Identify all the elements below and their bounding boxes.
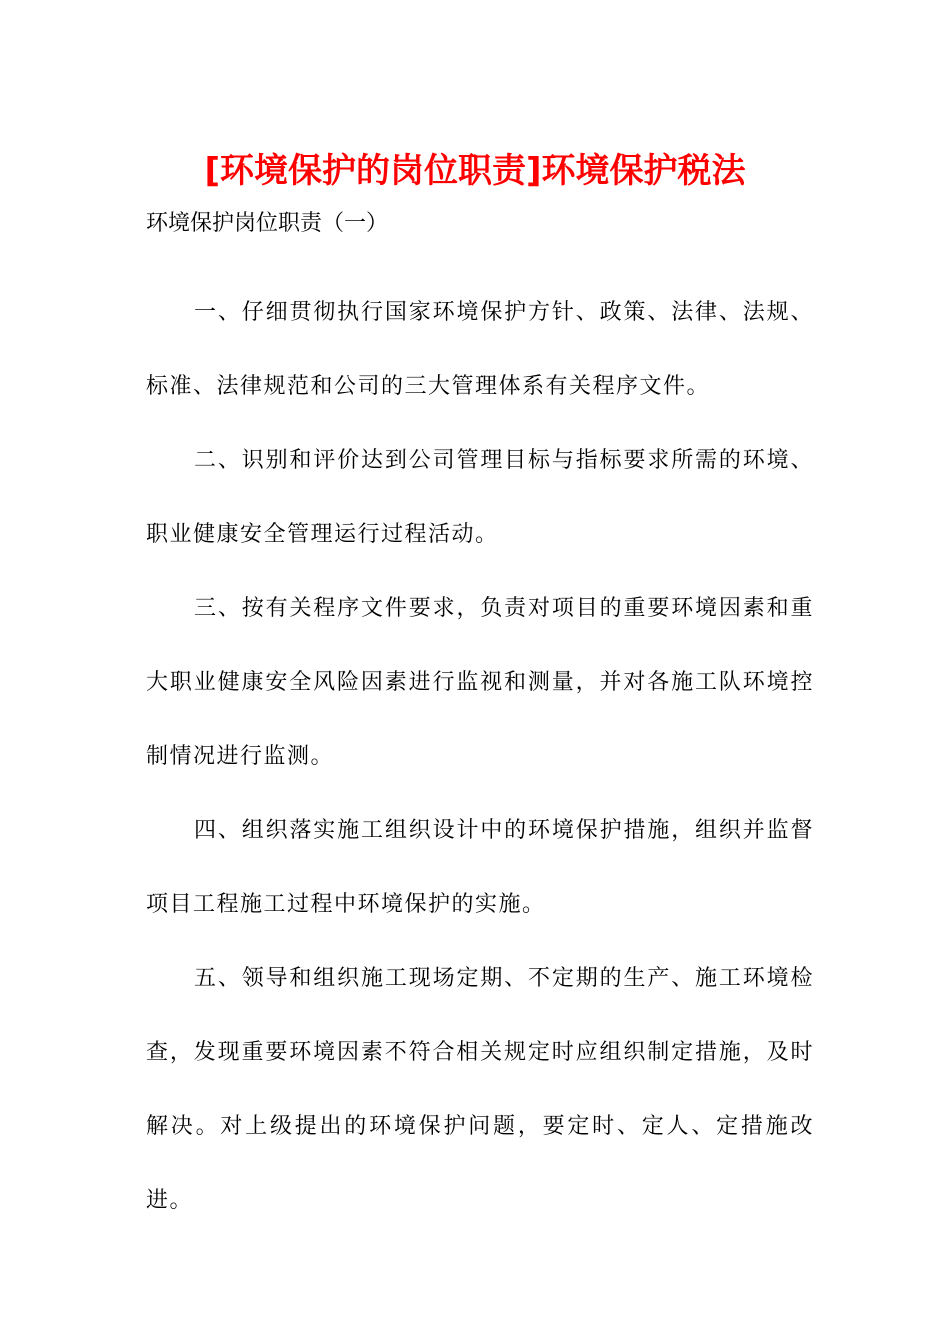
paragraph-5: 五、领导和组织施工现场定期、不定期的生产、施工环境检查，发现重要环境因素不符合相关规定时应组织制定措施，及时解决。对上级提出的环境保护问题，要定时、定人、定措施改进。: [146, 966, 814, 1213]
paragraph-1: 一、仔细贯彻执行国家环境保护方针、政策、法律、法规、标准、法律规范和公司的三大管理体系有关程序文件。: [146, 300, 814, 399]
paragraph-2: 二、识别和评价达到公司管理目标与指标要求所需的环境、职业健康安全管理运行过程活动。: [146, 448, 814, 547]
paragraph-4: 四、组织落实施工组织设计中的环境保护措施，组织并监督项目工程施工过程中环境保护的实施。: [146, 818, 814, 917]
document-title: [环境保护的岗位职责]环境保护税法: [204, 151, 746, 191]
document-body: [146, 276, 814, 1238]
paragraph-3: 三、按有关程序文件要求，负责对项目的重要环境因素和重大职业健康安全风险因素进行监视和测量，并对各施工队环境控制情况进行监测。: [146, 596, 814, 769]
section-heading: 环境保护岗位职责（一）: [146, 211, 389, 236]
